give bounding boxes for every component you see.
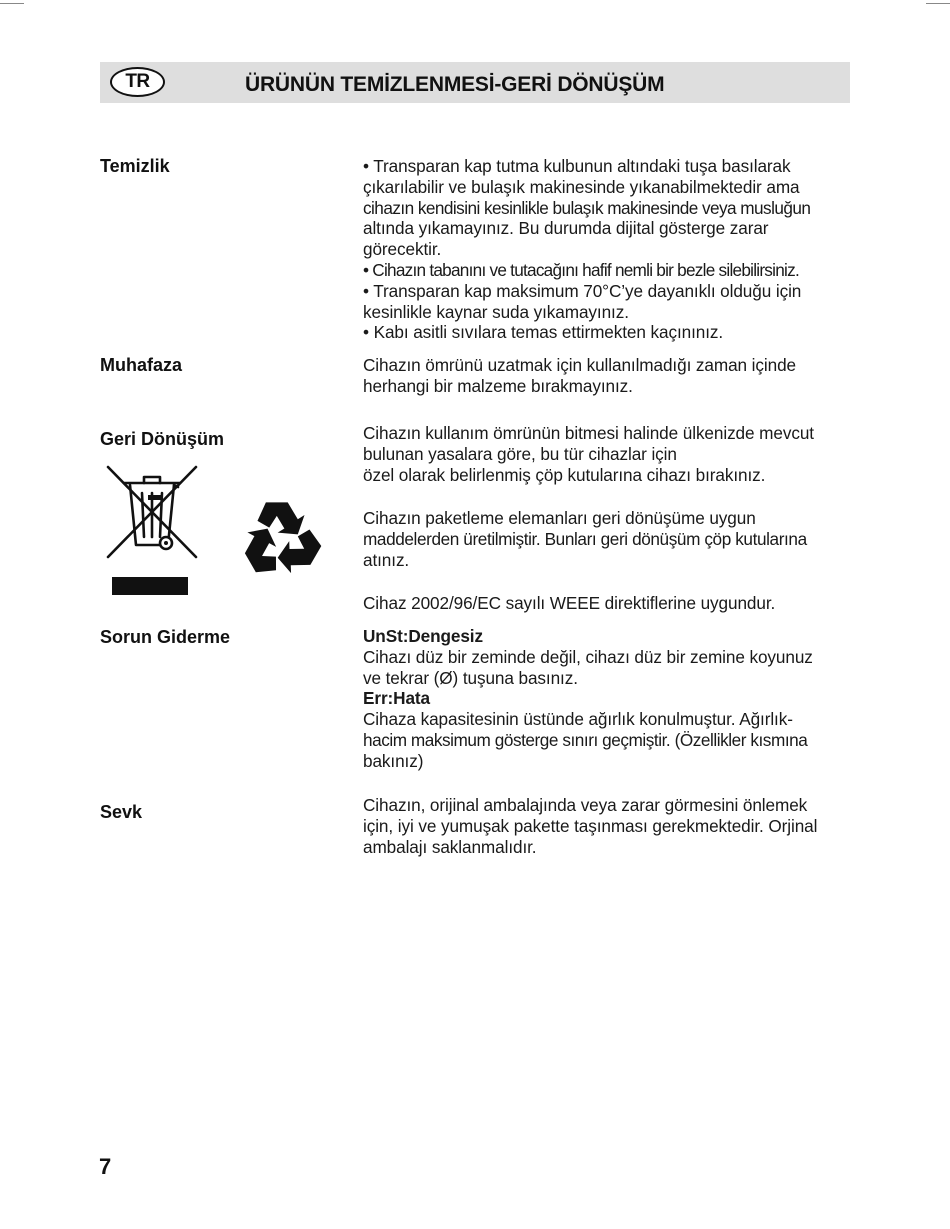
text-line: Cihaz 2002/96/EC sayılı WEEE direktiflerine uygundur. (363, 593, 776, 613)
text-line: çıkarılabilir ve bulaşık makinesinde yıkanabilmektedir ama (363, 176, 800, 197)
label-geri-donusum: Geri Dönüşüm (100, 429, 225, 449)
weee-black-bar (112, 577, 188, 595)
language-badge: TR (110, 67, 165, 97)
error-code-title: UnSt:Dengesiz (363, 626, 483, 646)
text-sorun-giderme (363, 626, 863, 772)
label-sorun-giderme: Sorun Giderme (100, 627, 231, 647)
text-line: maddelerden üretilmiştir. Bunları geri dönüşüm çöp kutularına (363, 528, 807, 549)
text-line: ambalajı saklanmalıdır. (363, 836, 537, 857)
text-line: özel olarak belirlenmiş çöp kutularına cihazı bırakınız. (363, 464, 766, 485)
section-header (100, 62, 850, 103)
text-line: Cihazın ömrünü uzatmak için kullanılmadığı zaman içinde (363, 355, 796, 375)
text-line: bulunan yasalara göre, bu tür cihazlar için (363, 443, 677, 464)
crossed-out-wheelie-bin-icon (104, 463, 200, 563)
text-line: • Cihazın tabanını ve tutacağını hafif nemli bir bezle silebilirsiniz. (363, 259, 799, 280)
text-line: atınız. (363, 549, 410, 570)
text-sevk (363, 795, 863, 857)
text-line: kesinlikle kaynar suda yıkamayınız. (363, 301, 629, 322)
text-geri-donusum-2 (363, 508, 863, 570)
text-line: • Transparan kap maksimum 70°C’ye dayanıklı olduğu için (363, 280, 802, 301)
text-line: Cihazın kullanım ömrünün bitmesi halinde ülkenizde mevcut (363, 423, 814, 443)
text-geri-donusum-1 (363, 423, 863, 485)
text-line: • Transparan kap tutma kulbunun altındaki tuşa basılarak (363, 156, 791, 176)
text-line: bakınız) (363, 750, 424, 771)
text-line: herhangi bir malzeme bırakmayınız. (363, 375, 633, 396)
text-line: altında yıkamayınız. Bu durumda dijital gösterge zarar (363, 218, 769, 239)
text-line: • Kabı asitli sıvılara temas ettirmekten kaçınınız. (363, 322, 724, 343)
text-line: görecektir. (363, 239, 442, 260)
text-line: Cihaza kapasitesinin üstünde ağırlık konulmuştur. Ağırlık- (363, 709, 793, 730)
text-line: Cihazın paketleme elemanları geri dönüşüme uygun (363, 508, 756, 528)
page-number: 7 (99, 1154, 112, 1179)
crop-mark-right (926, 3, 950, 4)
recycle-icon (238, 494, 324, 578)
label-sevk: Sevk (100, 802, 143, 822)
text-line: hacim maksimum gösterge sınırı geçmiştir. (Özellikler kısmına (363, 729, 808, 750)
text-line: ve tekrar (Ø) tuşuna basınız. (363, 667, 578, 688)
text-muhafaza (363, 355, 863, 397)
text-line: Cihazı düz bir zeminde değil, cihazı düz bir zemine koyunuz (363, 646, 813, 667)
text-line: için, iyi ve yumuşak pakette taşınması gerekmektedir. Orjinal (363, 815, 818, 836)
crop-mark-left (0, 3, 24, 4)
text-temizlik (363, 156, 863, 343)
text-line: cihazın kendisini kesinlikle bulaşık makinesinde veya musluğun (363, 197, 811, 218)
error-code-title: Err:Hata (363, 688, 431, 709)
label-muhafaza: Muhafaza (100, 355, 183, 375)
text-line: Cihazın, orijinal ambalajında veya zarar görmesini önlemek (363, 795, 808, 815)
page-title: ÜRÜNÜN TEMİZLENMESİ-GERİ DÖNÜŞÜM (245, 73, 665, 96)
label-temizlik: Temizlik (100, 156, 170, 176)
text-geri-donusum-3 (363, 593, 863, 614)
